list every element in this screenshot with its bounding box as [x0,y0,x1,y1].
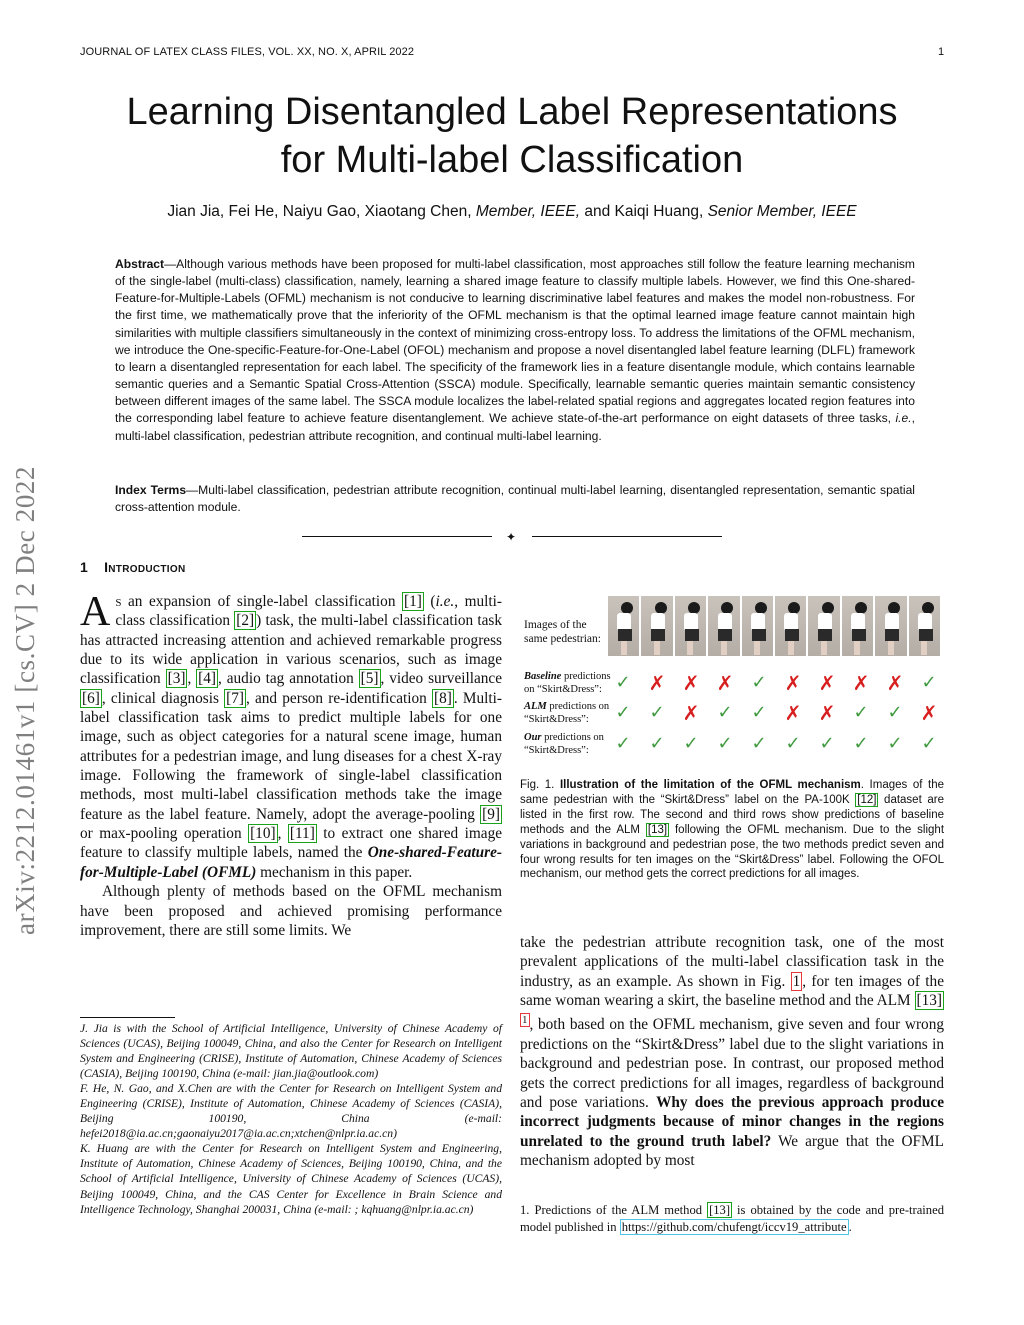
section-heading [80,559,185,575]
citation-link[interactable]: [5] [360,670,379,688]
check-icon: ✓ [751,672,767,693]
abstract-text: —Although various methods have been proposed for multi-label classification, most approaches still follow the feature learning mechanism of the single-label (multi-class) classification, namely, learning a shared image feature to classify multiple labels. However, we find this One-shared-Feature-for-Multiple-Labels (OFML) mechanism is not conducive to learning discriminative label features and makes the model non-robustness. For the first time, we mathematically prove that the inferiority of the OFML mechanism is that the optimal learned image feature cannot maintain high similarities with multiple classifiers simultaneously in the context of minimizing cross-entropy loss. To address the limitations of the OFML mechanism, we introduce the One-specific-Feature-for-One-Label (OFOL) mechanism and propose a novel disentangled label feature learning (DLFL) framework to learn a disentangled representation for each label. The specificity of the framework lies in a feature disentangle module, which contains learnable semantic queries and a Semantic Spatial Cross-Attention (SSCA) module. Specifically, learnable semantic queries maintain semantic consistency between different images of the same label. The SSCA module localizes the label-related spatial regions and aggregates located region features into the corresponding label feature to achieve feature disentanglement. We achieve state-of-the-art performance on eight datasets of three tasks, [115,257,915,426]
text-run: mechanism in this paper. [256,863,413,881]
check-icon: ✓ [615,702,631,723]
citation-link[interactable]: [1] [404,593,422,610]
footnote-huang: K. Huang are with the Center for Research on Intelligent System and Engineering, Institute of Automation, Chinese Academy of Sciences, Beijing 100190, China, and the School of Artificial Intelligence, University of Chinese Academy of Sciences (UCAS), Beijing 100049, China, and the CAS Center for Excellence in Brain Science and Intelligence Technology, Shanghai 200031, China (e-mail: ; kqhuang@nlpr.ia.ac.cn) [80,1142,502,1216]
cross-icon: ✗ [818,671,836,695]
intro-paragraph-1 [80,589,503,882]
citation-link[interactable]: [7] [226,689,244,707]
caption-text: . Images of the same pedestrian with the “Skirt&Dress” label on the PA-100K [520,779,944,806]
text-run: ) task, the multi-label classification task has attracted increasing attention and achieved remarkable progress due to its wide application in various scenarios, such as image classification [80,612,502,688]
cross-icon: ✗ [784,701,802,725]
footnote-he-gao-chen: F. He, N. Gao, and X.Chen are with the Center for Research on Intelligent System and Engineering (CRISE), Institute of Automation, Chinese Academy of Sciences (CASIA), Beijing 100190, China (e-mail: hefei2018@ia.ac.cn;gaonaiyu2017@ia.ac.cn;xtchen@nlpr.ia.ac.cn) [80,1082,502,1141]
text-run: , [277,825,288,843]
citation-link[interactable]: [13] [709,1203,731,1217]
figure-row-label-alm [524,700,612,726]
abstract [115,256,915,445]
section-title: Introduction [104,559,186,575]
cross-icon: ✗ [852,671,870,695]
check-icon: ✓ [717,702,733,723]
text-run: an expansion of single-label classification [121,593,403,610]
figure-row-label-ours [524,731,612,757]
text-run: is obtained by the code and pre-trained model published in [520,1203,944,1234]
cross-icon: ✗ [682,701,700,725]
figure-row-label-images: Images of the same pedestrian: [524,619,601,645]
page-number: 1 [938,46,945,58]
pedestrian-image [641,596,672,656]
check-icon: ✓ [751,702,767,723]
citation-link[interactable]: [10] [250,825,276,843]
abstract-label: Abstract [115,257,165,271]
figure-1-caption [520,778,944,882]
figure-ref-link[interactable]: 1 [792,972,801,990]
pedestrian-image [842,596,873,656]
cross-icon: ✗ [818,701,836,725]
cross-icon: ✗ [784,671,802,695]
citation-link[interactable]: [4] [198,670,217,688]
pedestrian-image [909,596,940,656]
check-icon: ✓ [615,733,631,754]
drop-cap: A [80,589,111,635]
check-icon: ✓ [717,733,733,754]
footnote-jia: J. Jia is with the School of Artificial Intelligence, University of Chinese Academy of Sciences (UCAS), Beijing 100049, China, and also the Center for Research on Intelligent System and Engineering (CRISE), Institute of Automation, Chinese Academy of Sciences (CASIA), Beijing 100190, China (e-mail: jian.jia@outlook.com) [80,1022,502,1081]
text-run: , both based on the OFML mechanism, give seven and four wrong predictions on the “Skirt&Dress” label due to the slight variations in background and pedestrian pose. In contrast, our proposed method gets the correct predictions for all images, regardless of background and pose variations. [520,1016,944,1111]
check-icon: ✓ [649,702,665,723]
pedestrian-image [742,596,773,656]
our-prediction-marks [612,735,940,753]
baseline-name: Baseline [524,671,562,682]
intro-paragraph-2: Although plenty of methods based on the OFML mechanism have been proposed and achieved promising performance improvement, there are still some limits. We [80,883,502,939]
figure-row-label-baseline [524,670,612,696]
baseline-rest: predictions on “Skirt&Dress”: [524,671,611,695]
footnote-rule [80,1017,175,1018]
text-run: , [187,670,197,688]
author-list [80,203,944,221]
our-rest: predictions on “Skirt&Dress”: [524,732,604,756]
paper-title [80,88,944,184]
author-role-1: Member, IEEE, [475,203,581,220]
check-icon: ✓ [887,733,903,754]
intro-right-column [520,933,944,1170]
pedestrian-image [808,596,839,656]
text-run: or max-pooling operation [80,825,249,843]
alm-rest: predictions on “Skirt&Dress”: [524,701,610,725]
bold-question: Why does the previous approach produce incorrect judgments because of minor changes in the regions unrelated to the ground truth label? [520,1093,944,1150]
text-run: , for ten images of the same woman wearing a skirt, the baseline method and the ALM [520,972,944,1010]
pedestrian-image [875,596,906,656]
alm-name: ALM [524,701,547,712]
citation-link[interactable]: [8] [434,689,452,707]
alm-footnote [520,1202,944,1235]
author-role-2: Senior Member, IEEE [707,203,857,220]
caption-bold: Illustration of the limitation of the OFML mechanism [559,779,861,791]
our-name: Our [524,732,542,743]
pedestrian-image [675,596,706,656]
abstract-ie: i.e. [895,411,912,426]
citation-link[interactable]: [9] [482,805,500,823]
cross-icon: ✗ [920,701,938,725]
check-icon: ✓ [615,672,631,693]
citation-link[interactable]: [3] [167,670,186,688]
check-icon: ✓ [683,733,699,754]
cross-icon: ✗ [648,671,666,695]
index-terms [115,482,915,516]
citation-link[interactable]: [13] [916,992,942,1010]
check-icon: ✓ [785,733,801,754]
footnote-ref-link[interactable]: 1 [522,1014,528,1027]
text-run: . [848,1219,852,1234]
divider-line-left [302,536,492,537]
pedestrian-image [775,596,806,656]
section-number: 1 [80,559,89,575]
check-icon: ✓ [649,733,665,754]
cross-icon: ✗ [716,671,734,695]
index-terms-label: Index Terms [115,483,187,497]
affiliation-footnotes [80,1021,502,1217]
text-run: ( [423,593,436,610]
text-run: . Multi-label classification task aims to predict multiple labels for one image, such as object categories for a natural scene image, human attributes for a pedestrian image, and lung diseases for a chest X-ray image. Following the framework of single-label classification methods, most multi-label classification methods take the image feature as the label feature. Namely, adopt the average-pooling [80,689,502,823]
text-run: , multi-class classification [115,593,502,630]
text-ie: i.e. [435,593,455,610]
divider-diamond-icon: ✦ [506,530,517,544]
check-icon: ✓ [921,672,937,693]
title-line-2: for Multi-label Classification [280,139,744,181]
intro-left-column [80,589,503,940]
figure-1 [520,588,944,762]
baseline-prediction-marks [612,671,940,695]
check-icon: ✓ [853,733,869,754]
text-run: We argue that the OFML mechanism adopted by most [520,1132,945,1169]
section-divider [302,531,722,543]
text-run: , audio tag annotation [218,670,359,688]
check-icon: ✓ [853,702,869,723]
text-run: to extract one shared image feature to classify multiple labels, named the [80,825,503,862]
pedestrian-image-row [608,596,940,656]
index-terms-text: —Multi-label classification, pedestrian attribute recognition, continual multi-label learning, disentangled representation, semantic spatial cross-attention module. [115,483,915,514]
text-run: , clinical diagnosis [101,689,225,707]
citation-link[interactable]: [6] [82,689,100,707]
text-run: 1. Predictions of the ALM method [520,1203,708,1217]
check-icon: ✓ [819,733,835,754]
divider-line-right [532,536,722,537]
text-run: , and person re-identification [245,689,433,707]
pedestrian-image [708,596,739,656]
cross-icon: ✗ [886,671,904,695]
caption-prefix: Fig. 1. [520,779,560,791]
text-run: take the pedestrian attribute recognition task, one of the most prevalent applications of the multi-label classification task in the industry, as an example. As shown in Fig. [520,934,944,990]
authors-part-1: Jian Jia, Fei He, Naiyu Gao, Xiaotang Chen, [167,203,476,220]
abstract-text-end: , multi-label classification, pedestrian attribute recognition, and continual multi-label learning. [115,411,915,443]
ofml-term: One-shared-Feature-for-Multiple-Label (OFML) [80,844,502,881]
check-icon: ✓ [887,702,903,723]
pedestrian-image [608,596,639,656]
alm-prediction-marks [612,701,940,725]
cross-icon: ✗ [682,671,700,695]
check-icon: ✓ [921,733,937,754]
running-header: JOURNAL OF LATEX CLASS FILES, VOL. XX, NO. X, APRIL 2022 [80,46,415,58]
authors-part-2: and Kaiqi Huang, [580,203,708,220]
text-run: , video surveillance [380,670,502,688]
citation-link[interactable]: [13] [647,823,668,836]
citation-link[interactable]: [12] [857,793,877,806]
check-icon: ✓ [751,733,767,754]
citation-link[interactable]: [11] [289,825,315,843]
caption-text: dataset are listed in the first row. The second and third rows show predictions of baseline methods and the ALM [520,793,944,836]
caption-text: following the OFML mechanism. Due to the slight variations in background and pedestrian pose, the two methods predict seven and four wrong results for ten images on the “Skirt&Dress” label. Following the OFOL mechanism, our method gets the correct predictions for all images. [520,823,945,881]
github-url-link[interactable]: https://github.com/chufengt/iccv19_attribute [621,1219,847,1234]
citation-link[interactable]: [2] [236,612,255,630]
title-line-1: Learning Disentangled Label Representations [126,91,898,133]
arxiv-stamp: arXiv:2212.01461v1 [cs.CV] 2 Dec 2022 [10,465,40,935]
small-caps-lead: s [115,593,122,610]
